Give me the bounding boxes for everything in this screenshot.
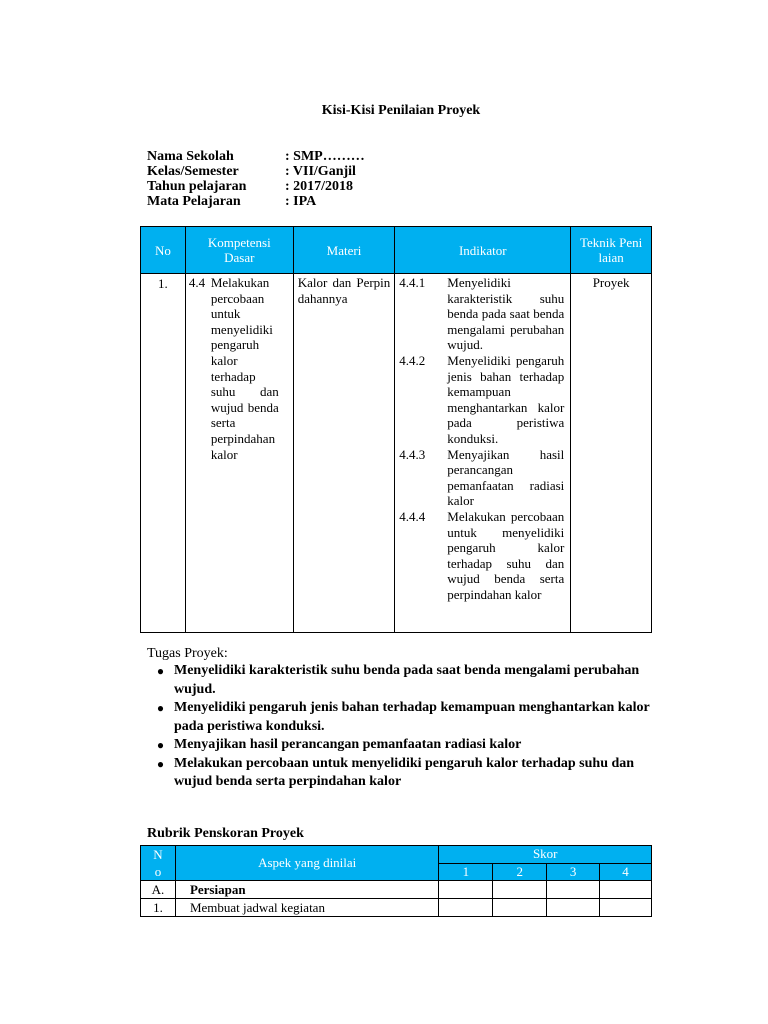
- rubrik-row-no: A.: [141, 881, 176, 899]
- list-item: [147, 699, 657, 736]
- rubrik-cell: [493, 899, 547, 917]
- meta-key: Mata Pelajaran: [147, 194, 241, 209]
- indikator-text: Menyajikan hasil perancangan pemanfaatan radiasi kalor: [447, 446, 565, 509]
- rubrik-score-3: 3: [547, 863, 600, 881]
- tugas-label: Tugas Proyek:: [147, 646, 228, 661]
- tugas-item-text: Menyelidiki karakteristik suhu benda pada saat benda mengalami perubahan wujud.: [174, 663, 640, 697]
- tugas-item-text: Menyelidiki pengaruh jenis bahan terhadap kemampuan menghantarkan kalor pada peristiwa konduksi.: [174, 700, 650, 734]
- rubrik-cell: [439, 881, 493, 899]
- list-item: [147, 736, 657, 755]
- indikator-number: 4.4.3: [399, 446, 426, 462]
- indikator-text: Menyelidiki pengaruh jenis bahan terhadap kemampuan menghantarkan kalor pada peristiwa konduksi.: [447, 352, 565, 446]
- bullet-icon: ●: [156, 701, 165, 715]
- indikator-text: Menyelidiki karakteristik suhu benda pada saat benda mengalami perubahan wujud.: [447, 275, 565, 353]
- table-row: [141, 274, 652, 633]
- rubrik-cell: [600, 899, 652, 917]
- rubrik-score-2: 2: [493, 863, 547, 881]
- indikator-item: [399, 275, 566, 353]
- rubrik-header-skor: Skor: [439, 846, 652, 864]
- bullet-icon: ●: [156, 756, 165, 771]
- rubrik-header-aspek: Aspek yang dinilai: [175, 846, 439, 881]
- kisi-table: [140, 226, 652, 633]
- kd-number: 4.4: [188, 275, 206, 290]
- row-no: [141, 274, 186, 633]
- rubrik-header-row: [141, 846, 652, 864]
- rubrik-cell: [547, 881, 600, 899]
- rubrik-table: [140, 845, 652, 917]
- row-kompetensi-dasar: [185, 274, 293, 633]
- bullet-icon: ●: [156, 664, 165, 678]
- table-row: [141, 899, 652, 917]
- rubrik-cell: [493, 881, 547, 899]
- header-indikator: Indikator: [395, 227, 571, 274]
- tugas-item-text: Menyajikan hasil perancangan pemanfaatan radiasi kalor: [174, 737, 522, 752]
- row-materi: [293, 274, 395, 633]
- bullet-icon: ●: [156, 738, 165, 752]
- meta-nama-sekolah: [147, 149, 365, 165]
- meta-value: : VII/Ganjil: [285, 164, 356, 179]
- row-no-text: 1.: [158, 276, 168, 291]
- meta-value: : IPA: [285, 194, 317, 209]
- rubrik-header-no-text: No: [153, 847, 163, 879]
- row-indikator: [395, 274, 571, 633]
- header-kompetensi-dasar: Kompetensi Dasar: [185, 227, 293, 274]
- list-item: [147, 755, 657, 792]
- rubrik-cell: [439, 899, 493, 917]
- meta-kelas-semester: [147, 164, 356, 180]
- rubrik-row-aspek: Membuat jadwal kegiatan: [175, 899, 439, 917]
- meta-key: Nama Sekolah: [147, 149, 234, 164]
- header-no: No: [141, 227, 186, 274]
- materi-text: Kalor dan Perpindahannya: [297, 275, 391, 306]
- meta-value: : 2017/2018: [285, 179, 354, 194]
- kd-text: Melakukan percobaan untuk menyelidiki pengaruh kalor terhadap suhu dan wujud benda serta perpindahan kalor: [210, 275, 279, 462]
- rubrik-cell: [600, 881, 652, 899]
- header-teknik-penilaian: Teknik Penilaian: [571, 227, 652, 274]
- rubrik-row-no: 1.: [141, 899, 176, 917]
- page-title: Kisi-Kisi Penilaian Proyek: [321, 103, 481, 118]
- meta-key: Kelas/Semester: [147, 164, 239, 179]
- rubrik-title: Rubrik Penskoran Proyek: [147, 826, 304, 841]
- meta-key: Tahun pelajaran: [147, 179, 247, 194]
- rubrik-header-no: [141, 846, 176, 881]
- indikator-item: [399, 447, 566, 509]
- indikator-item: [399, 509, 566, 603]
- meta-value: : SMP………: [285, 149, 365, 164]
- meta-mata-pelajaran: [147, 194, 316, 210]
- indikator-number: 4.4.1: [399, 275, 426, 290]
- tugas-item-text: Melakukan percobaan untuk menyelidiki pengaruh kalor terhadap suhu dan wujud benda serta perpindahan kalor: [174, 755, 635, 789]
- header-materi: Materi: [293, 227, 395, 274]
- rubrik-score-1: 1: [439, 863, 493, 881]
- row-teknik: Proyek: [571, 274, 652, 633]
- table-row: [141, 881, 652, 899]
- indikator-item: [399, 353, 566, 447]
- kisi-header-row: [141, 227, 652, 274]
- indikator-number: 4.4.4: [399, 508, 426, 524]
- rubrik-cell: [547, 899, 600, 917]
- list-item: [147, 662, 657, 699]
- tugas-list: [147, 662, 657, 792]
- meta-tahun-pelajaran: [147, 179, 353, 195]
- rubrik-score-4: 4: [600, 863, 652, 881]
- indikator-text: Melakukan percobaan untuk menyelidiki pengaruh kalor terhadap suhu dan wujud benda serta perpindahan kalor: [447, 508, 565, 602]
- rubrik-row-aspek: Persiapan: [175, 881, 439, 899]
- indikator-number: 4.4.2: [399, 352, 426, 368]
